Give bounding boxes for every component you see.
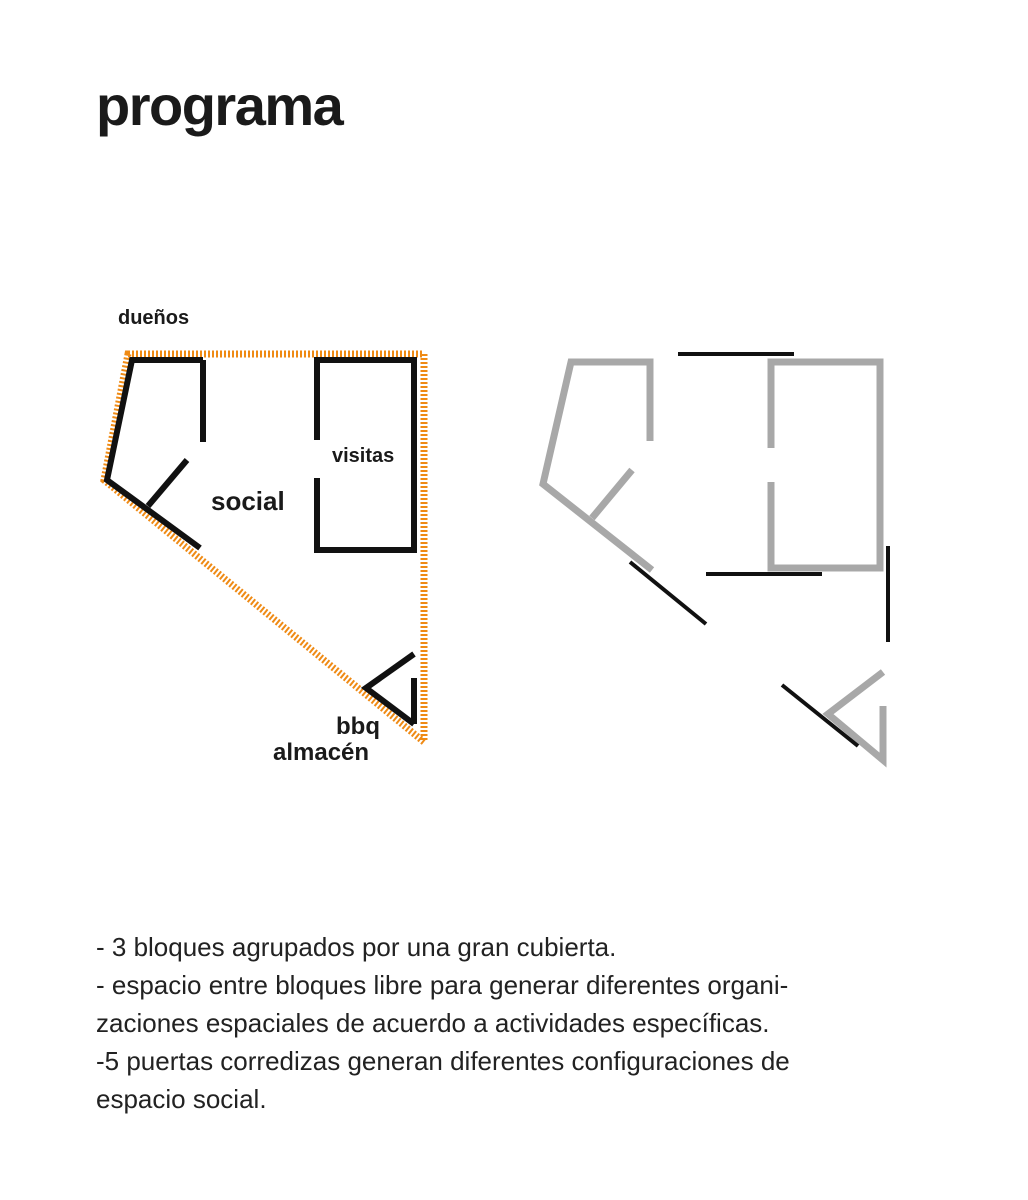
label-guests: visitas bbox=[332, 445, 395, 467]
owners-block-fixed-inner-wall bbox=[592, 470, 632, 518]
bbq-block-fixed-wall bbox=[828, 672, 883, 760]
plan-left bbox=[104, 307, 424, 766]
description-line: espacio social. bbox=[96, 1084, 267, 1114]
sliding-doors bbox=[630, 354, 888, 746]
guests-block-fixed-wall bbox=[771, 362, 880, 568]
label-owners: dueños bbox=[118, 307, 190, 329]
owners-block-fixed-wall bbox=[543, 362, 652, 570]
plan-right bbox=[543, 354, 888, 760]
label-storage: almacén bbox=[273, 739, 370, 766]
description-line: -5 puertas corredizas generan diferentes configuraciones de bbox=[96, 1046, 790, 1076]
label-social: social bbox=[211, 486, 285, 516]
page-title: programa bbox=[96, 74, 343, 137]
fixed-walls bbox=[543, 362, 883, 760]
description-line: - espacio entre bloques libre para generar diferentes organi- bbox=[96, 970, 789, 1000]
sliding-door-5 bbox=[782, 685, 858, 746]
description-line: - 3 bloques agrupados por una gran cubierta. bbox=[96, 932, 617, 962]
program-description bbox=[96, 928, 936, 1118]
sliding-door-2 bbox=[630, 562, 706, 624]
owners-block-diagonal-wall bbox=[148, 460, 187, 506]
label-bbq: bbq bbox=[336, 713, 380, 740]
description-line: zaciones espaciales de acuerdo a actividades específicas. bbox=[96, 1008, 770, 1038]
